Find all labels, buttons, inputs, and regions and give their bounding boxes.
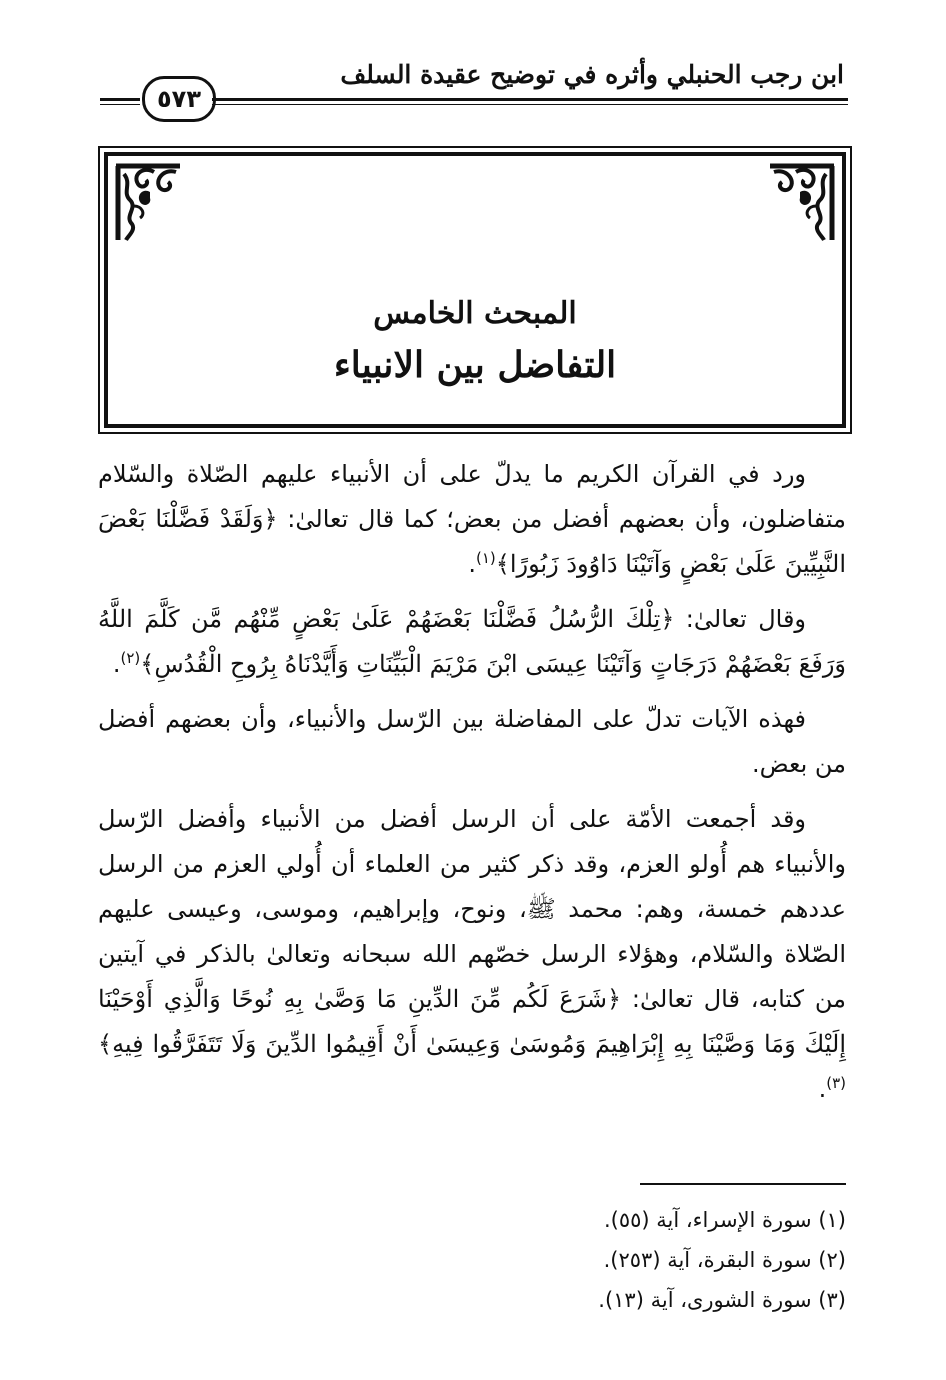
ornament-corner-right-icon bbox=[766, 162, 836, 244]
chapter-title: المبحث الخامس bbox=[373, 296, 577, 331]
quran-verse: ﴿وَلَقَدْ فَضَّلْنَا بَعْضَ النَّبِيِّينَ عَلَىٰ بَعْضٍ وَآتَيْنَا دَاوُودَ زَبُورًا﴾ bbox=[98, 505, 846, 578]
footnote-ref: (٣) bbox=[826, 1074, 846, 1092]
paragraph-4 bbox=[98, 797, 846, 1112]
quran-verse: ﴿شَرَعَ لَكُم مِّنَ الدِّينِ مَا وَصَّىٰ بِهِ نُوحًا وَالَّذِي أَوْحَيْنَا إِلَيْكَ وَمَا وَصَّيْنَا بِهِ إِبْرَاهِيمَ وَمُوسَىٰ وَعِيسَىٰ أَنْ أَقِيمُوا الدِّينَ وَلَا تَتَفَرَّقُوا فِيهِ﴾ bbox=[98, 985, 846, 1058]
chapter-title-box bbox=[104, 152, 846, 428]
footnote-divider bbox=[640, 1183, 846, 1185]
page-number: ٥٧٣ bbox=[142, 76, 216, 122]
paragraph-1 bbox=[98, 452, 846, 587]
header-rule bbox=[212, 98, 848, 105]
footnote-ref: (٢) bbox=[120, 649, 141, 667]
footnote-item: (١) سورة الإسراء، آية (٥٥). bbox=[603, 1208, 846, 1232]
paragraph-3 bbox=[98, 697, 846, 787]
paragraph-text: وقد أجمعت الأمّة على أن الرسل أفضل من الأنبياء وأفضل الرّسل والأنبياء هم أُولو العزم، وقد ذكر كثير من العلماء أن أُولي العزم من الرسل عددهم خمسة، وهم: محمد ﷺ، ونوح، وإبراهيم، وموسى، وعيسى عليهم الصّلاة والسّلام، وهؤلاء الرسل خصّهم الله سبحانه وتعالىٰ بالذكر في آيتين من كتابه، قال تعالىٰ: bbox=[98, 805, 847, 1013]
paragraph-text: وقال تعالىٰ: bbox=[674, 605, 807, 633]
running-header bbox=[100, 58, 848, 113]
paragraph-text: ورد في القرآن الكريم ما يدلّ على أن الأنبياء عليهم الصّلاة والسّلام متفاضلون، وأن بعضهم أفضل من بعض؛ كما قال تعالىٰ: bbox=[98, 460, 846, 533]
footnote-item: (٣) سورة الشورى، آية (١٣). bbox=[598, 1288, 846, 1312]
paragraph-end: . bbox=[112, 650, 121, 678]
header-rule-left bbox=[100, 98, 140, 105]
body-text bbox=[98, 452, 846, 1122]
footnote-ref: (١) bbox=[475, 549, 496, 567]
paragraph-2 bbox=[98, 597, 846, 687]
chapter-subtitle: التفاضل بين الانبياء bbox=[333, 344, 617, 386]
paragraph-end: . bbox=[468, 550, 476, 578]
quran-verse: ﴿تِلْكَ الرُّسُلُ فَضَّلْنَا بَعْضَهُمْ عَلَىٰ بَعْضٍ مِّنْهُم مَّن كَلَّمَ اللَّهُ وَرَفَعَ بَعْضَهُمْ دَرَجَاتٍ وَآتَيْنَا عِيسَى ابْنَ مَرْيَمَ الْبَيِّنَاتِ وَأَيَّدْنَاهُ بِرُوحِ الْقُدُسِ﴾ bbox=[98, 605, 846, 678]
running-title: ابن رجب الحنبلي وأثره في توضيح عقيدة السلف bbox=[340, 60, 844, 89]
paragraph-end: . bbox=[818, 1075, 827, 1103]
ornament-corner-left-icon bbox=[114, 162, 184, 244]
footnotes bbox=[98, 1200, 846, 1320]
paragraph-text: فهذه الآيات تدلّ على المفاضلة بين الرّسل والأنبياء، وأن بعضهم أفضل من بعض. bbox=[98, 705, 846, 778]
footnote-item: (٢) سورة البقرة، آية (٢٥٣). bbox=[603, 1248, 846, 1272]
